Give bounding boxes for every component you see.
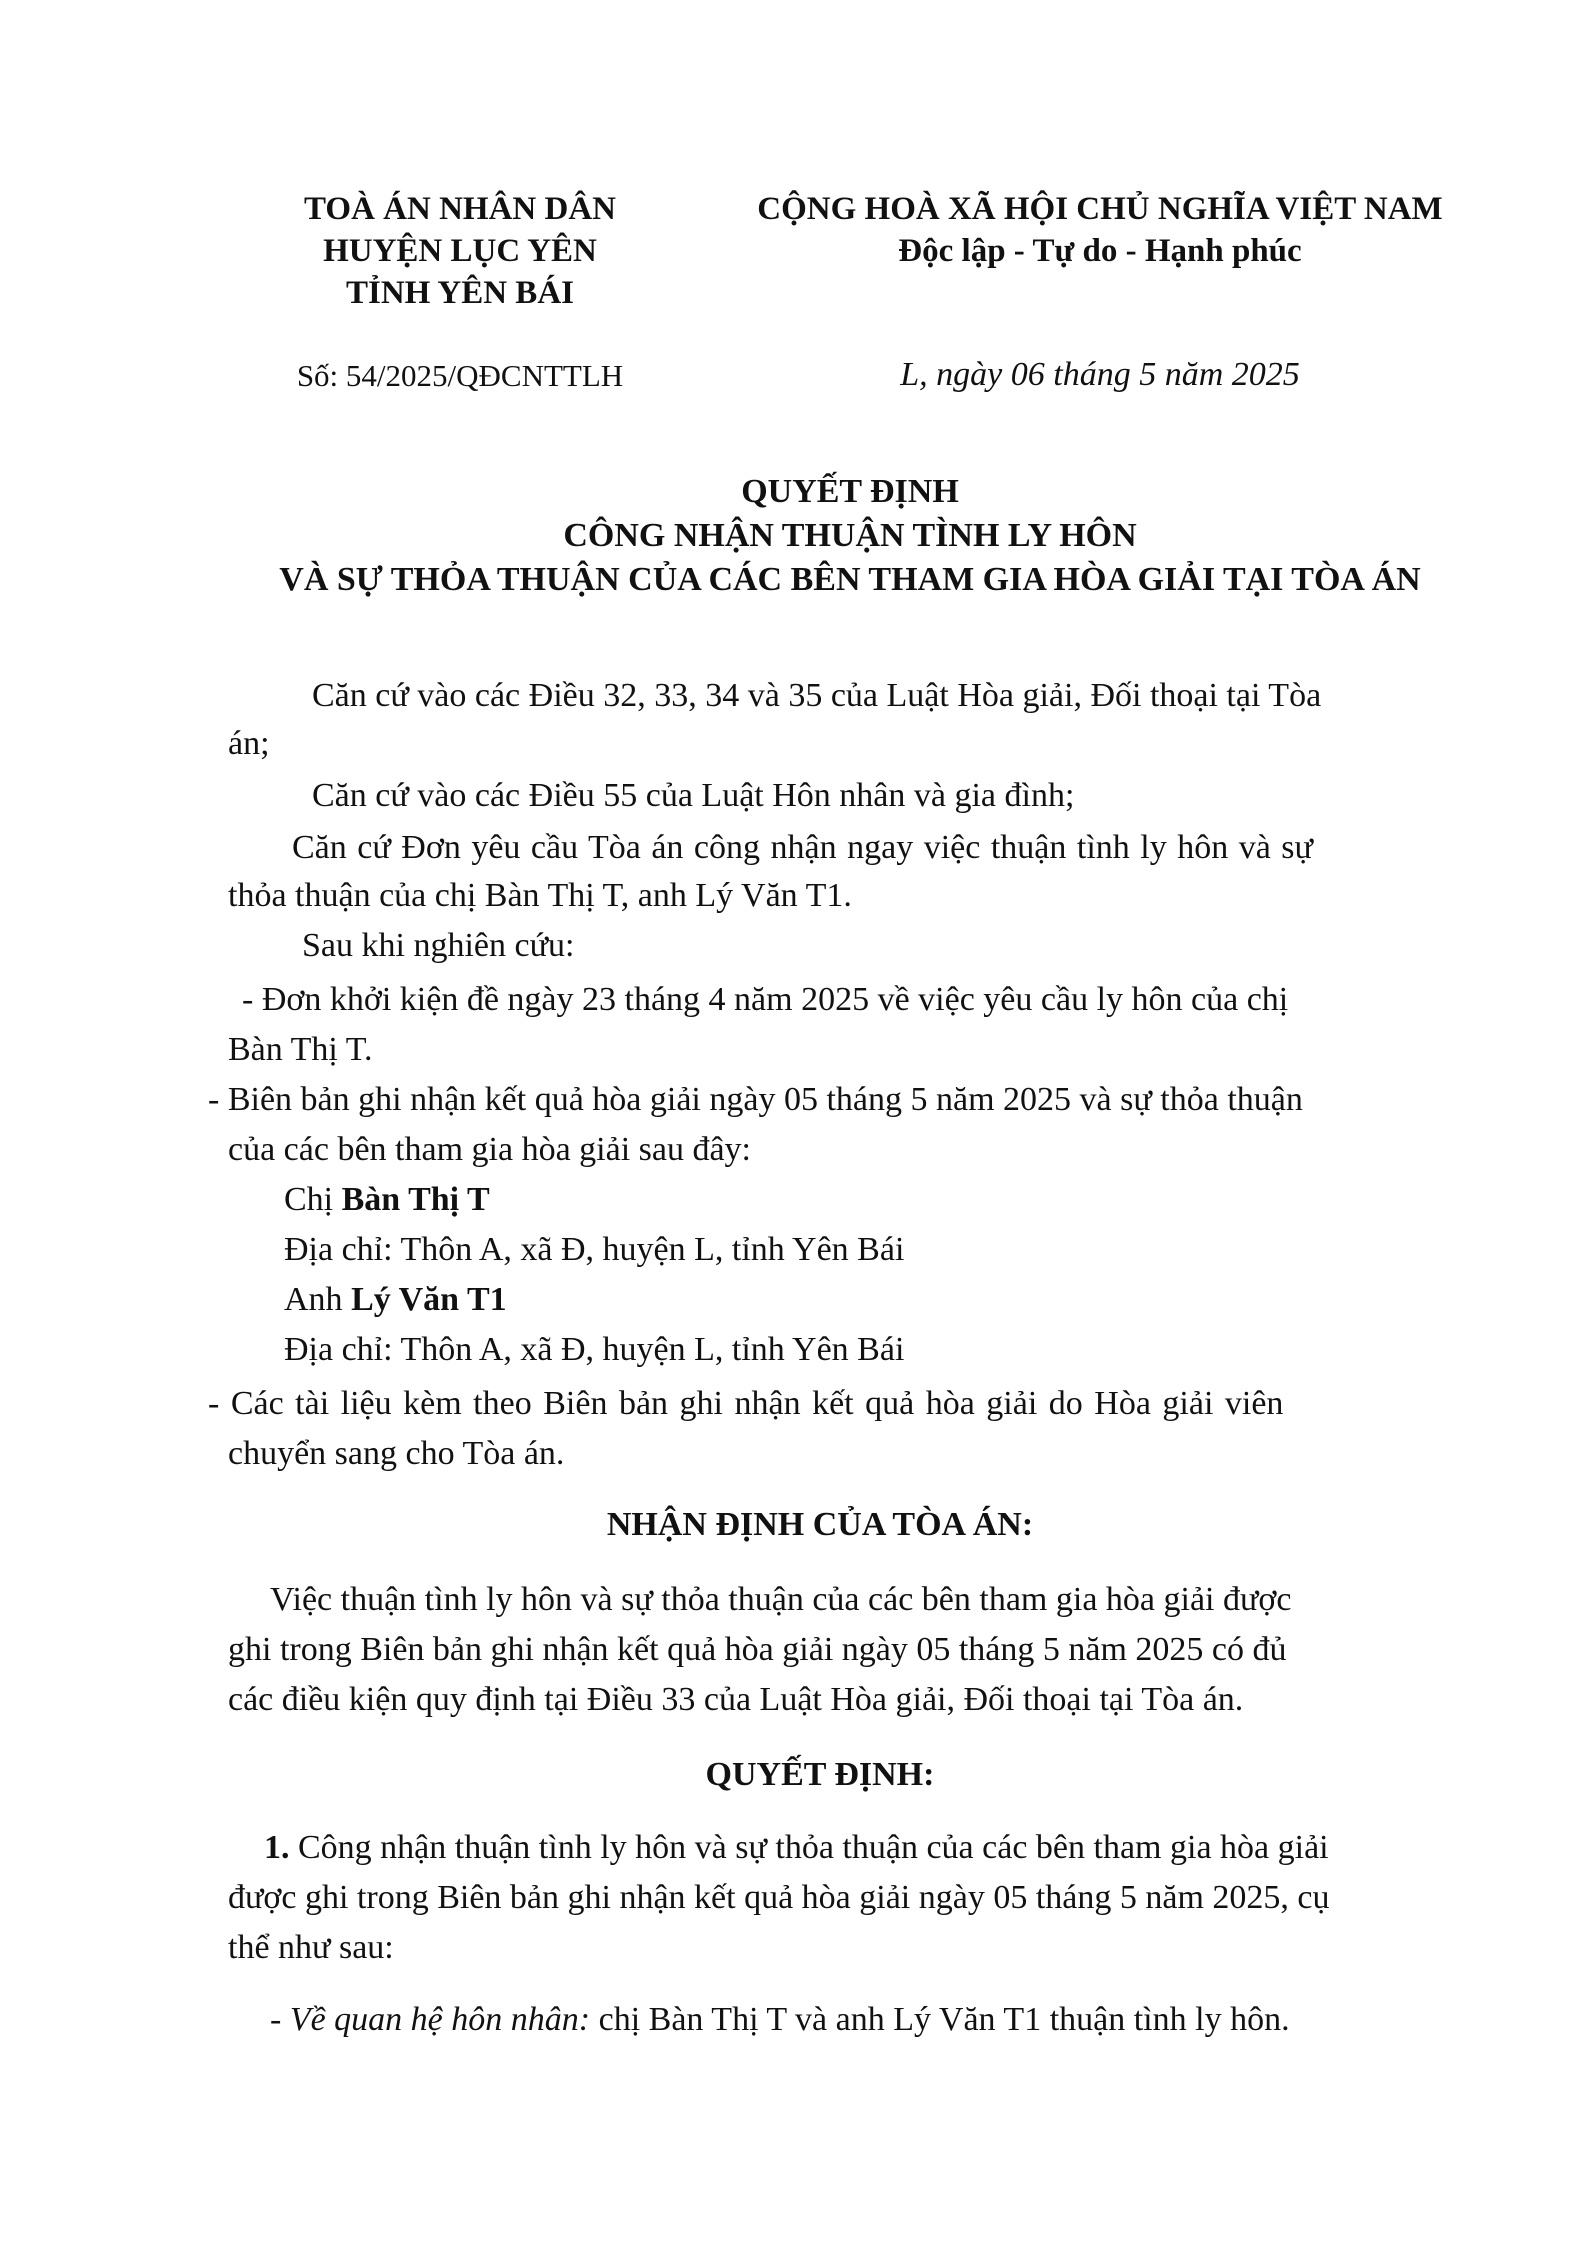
decision-item-1-line-2: được ghi trong Biên bản ghi nhận kết quả hòa giải ngày 05 tháng 5 năm 2025, cụ <box>228 1879 1330 1916</box>
basis-3-line-2: thỏa thuận của chị Bàn Thị T, anh Lý Văn T1. <box>228 877 852 914</box>
record-line-1: - Biên bản ghi nhận kết quả hòa giải ngày 05 tháng 5 năm 2025 và sự thỏa thuận <box>208 1081 1303 1118</box>
party-1-prefix: Chị <box>284 1181 342 1218</box>
basis-line-2: án; <box>228 725 270 762</box>
attachments-line-2: chuyển sang cho Tòa án. <box>228 1435 565 1472</box>
court-line-1: TOÀ ÁN NHÂN DÂN <box>304 191 616 227</box>
decision-item-1-line-3: thể như sau: <box>228 1929 394 1966</box>
basis-line-1: Căn cứ vào các Điều 32, 33, 34 và 35 của Luật Hòa giải, Đối thoại tại Tòa <box>312 677 1322 714</box>
record-line-2: của các bên tham gia hòa giải sau đây: <box>228 1131 751 1168</box>
party-2 <box>284 1280 507 1320</box>
lawsuit-line-1: - Đơn khởi kiện đề ngày 23 tháng 4 năm 2025 về việc yêu cầu ly hôn của chị <box>242 981 1289 1018</box>
party-2-name: Lý Văn T1 <box>351 1281 507 1318</box>
assessment-line-2: ghi trong Biên bản ghi nhận kết quả hòa giải ngày 05 tháng 5 năm 2025 có đủ <box>228 1631 1287 1668</box>
document-date: L, ngày 06 tháng 5 năm 2025 <box>900 356 1300 393</box>
title-line-1: QUYẾT ĐỊNH <box>741 473 959 510</box>
decision-item-marriage <box>270 2000 1290 2040</box>
document-number: Số: 54/2025/QĐCNTTLH <box>296 358 624 393</box>
party-1 <box>284 1180 490 1220</box>
basis-3-line-1: Căn cứ Đơn yêu cầu Tòa án công nhận ngay việc thuận tình ly hôn và sự <box>292 829 1313 866</box>
document-title <box>180 470 1520 602</box>
decision-heading: QUYẾT ĐỊNH: <box>705 1756 935 1793</box>
after-review: Sau khi nghiên cứu: <box>302 927 575 964</box>
title-line-3: VÀ SỰ THỎA THUẬN CỦA CÁC BÊN THAM GIA HÒA GIẢI TẠI TÒA ÁN <box>279 561 1421 598</box>
marriage-rest: chị Bàn Thị T và anh Lý Văn T1 thuận tình ly hôn. <box>590 2001 1290 2038</box>
marriage-lead-text: - Về quan hệ hôn nhân: <box>270 2001 591 2038</box>
assessment-line-1: Việc thuận tình ly hôn và sự thỏa thuận của các bên tham gia hòa giải được <box>270 1581 1292 1618</box>
decision-item-1-number: 1. <box>264 1829 290 1866</box>
basis-2: Căn cứ vào các Điều 55 của Luật Hôn nhân và gia đình; <box>312 777 1075 814</box>
marriage-lead <box>270 2001 590 2038</box>
party-1-address: Địa chỉ: Thôn A, xã Đ, huyện L, tỉnh Yên Bái <box>284 1231 905 1268</box>
decision-item-1-text: Công nhận thuận tình ly hôn và sự thỏa thuận của các bên tham gia hòa giải <box>289 1829 1329 1866</box>
party-1-name: Bàn Thị T <box>341 1181 490 1218</box>
title-line-2: CÔNG NHẬN THUẬN TÌNH LY HÔN <box>563 517 1137 554</box>
national-motto <box>720 188 1480 272</box>
lawsuit-line-2: Bàn Thị T. <box>228 1031 373 1068</box>
court-assessment-heading: NHẬN ĐỊNH CỦA TÒA ÁN: <box>606 1506 1034 1543</box>
motto: Độc lập - Tự do - Hạnh phúc <box>898 233 1302 269</box>
court-line-3: TỈNH YÊN BÁI <box>346 275 574 311</box>
assessment-line-3: các điều kiện quy định tại Điều 33 của Luật Hòa giải, Đối thoại tại Tòa án. <box>228 1681 1244 1718</box>
court-line-2: HUYỆN LỤC YÊN <box>323 233 597 269</box>
court-name <box>250 188 670 314</box>
attachments-line-1: - Các tài liệu kèm theo Biên bản ghi nhận kết quả hòa giải do Hòa giải viên <box>208 1385 1284 1422</box>
country-name: CỘNG HOÀ XÃ HỘI CHỦ NGHĨA VIỆT NAM <box>757 191 1443 227</box>
party-2-address: Địa chỉ: Thôn A, xã Đ, huyện L, tỉnh Yên Bái <box>284 1331 905 1368</box>
decision-item-1-line-1 <box>264 1828 1329 1868</box>
party-2-prefix: Anh <box>284 1281 352 1318</box>
